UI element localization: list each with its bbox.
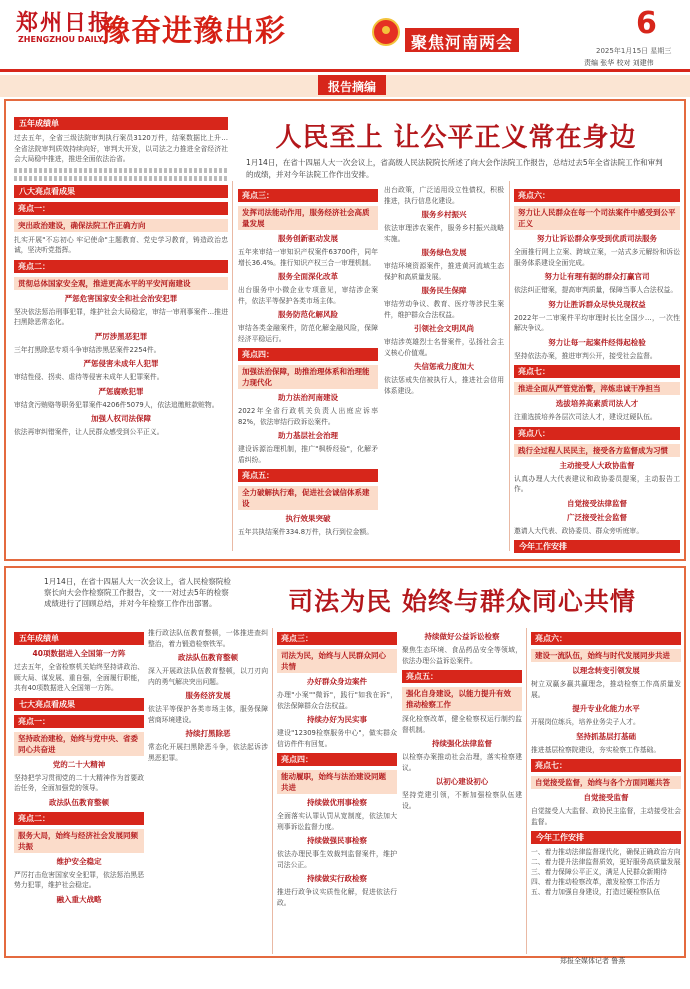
highlight-tag: 亮点一： [14, 202, 228, 215]
article-court-col1 [14, 113, 228, 553]
article-procuratorate-lead: 1月14日，在省十四届人大一次会议上，省人民检察院检察长向大会作检察院工作报告，文一一对过去5年的检察成绩进行了回顾总结，并对今年检察工作作出部署。 [44, 577, 231, 608]
subheading: 努力让人民群众在每一个司法案件中感受到公平正义 [514, 206, 680, 230]
subheading: 司法为民，始终与人民群众同心共情 [277, 649, 397, 673]
center-heading: 主动接受人大政协监督 [559, 460, 635, 470]
paragraph: 全面落实认罪认罚从宽制度，依法加大刑事诉讼监督力度。 [277, 812, 397, 831]
center-heading: 持续做优刑事检察 [307, 798, 367, 807]
paragraph: 五年共执结案件334.8万件，执行到位金额。 [238, 528, 374, 536]
paragraph: 认真办理人大代表建议和政协委员提案，主动报告工作。 [514, 474, 680, 493]
center-heading: 自觉接受监督 [583, 793, 629, 802]
paragraph: 坚决依法惩治刑事犯罪，维护社会大局稳定，审结一审刑事案件…推进扫黑除恶常态化。 [14, 307, 228, 326]
highlight-tag: 亮点六： [514, 189, 680, 202]
column-divider [272, 628, 273, 954]
paragraph: 常态化开展扫黑除恶斗争，依法起诉涉黑恶犯罪。 [148, 743, 268, 762]
section-banner: 豫奋进豫出彩 [100, 14, 286, 49]
paragraph: 深入开展政法队伍教育整顿，以刀刃向内的勇气解决突出问题。 [148, 667, 268, 686]
center-heading: 服务防范化解风险 [278, 310, 338, 319]
paragraph: 依法平等保护各类市场主体，服务保障营商环境建设。 [148, 705, 268, 724]
highlight-tag: 亮点三： [277, 632, 397, 645]
center-heading: 加强人权司法保障 [91, 414, 151, 423]
paragraph: 依法再审纠错案件，让人民群众感受到公平正义。 [14, 428, 164, 436]
label-highlights: 七大亮点看成果 [14, 698, 144, 711]
label-achievements: 五年成绩单 [14, 632, 144, 645]
subheading: 坚持政治建检，始终与党中央、省委同心共奋进 [14, 732, 144, 756]
highlight-tag: 亮点八： [514, 427, 680, 440]
plan-item: 四、着力推动检察改革，激发检察工作活力 [531, 878, 661, 886]
center-heading: 服务创新驱动发展 [278, 234, 338, 243]
center-heading: 服务乡村振兴 [421, 210, 467, 219]
paragraph: 出台服务中小微企业专项意见，审结涉企案件，依法平等保护各类市场主体。 [238, 286, 378, 305]
paragraph: 严厉打击危害国家安全犯罪，依法惩治黑恶势力犯罪，维护社会稳定。 [14, 870, 144, 889]
paragraph: 以检察办案推动社会治理，落实检察建议。 [402, 753, 522, 772]
center-heading: 执行效果突破 [285, 514, 331, 523]
paragraph: 推行政法队伍教育整顿，一体推进查纠整治，着力锻造检察铁军。 [148, 629, 268, 648]
center-heading: 党的二十大精神 [52, 759, 106, 769]
subheading: 自觉接受监督，始终与各个方面同题共答 [531, 776, 681, 789]
paragraph: 坚持依法办案，推进审判公开，接受社会监督。 [514, 351, 657, 360]
article-procuratorate [4, 566, 686, 958]
paragraph: 出台政策，广泛适用设立性债权，积极推进，执行信息化建设。 [384, 186, 504, 205]
paragraph: 建设诉源治理机制，推广"枫桥经验"，化解矛盾纠纷。 [238, 445, 378, 464]
center-heading: 服务全面深化改革 [278, 272, 338, 281]
center-heading: 坚持抓基层打基础 [576, 731, 636, 741]
center-heading: 政法队伍教育整顿 [178, 653, 238, 662]
center-heading: 严惩危害国家安全和社会治安犯罪 [64, 293, 178, 303]
paragraph: 审结环境资源案件，推进黄河流域生态保护和高质量发展。 [384, 262, 504, 281]
page-number: 6 [636, 6, 657, 41]
center-heading: 努力让每一起案件经得起检验 [548, 337, 646, 347]
paragraph: 审结涉英雄烈士名誉案件，弘扬社会主义核心价值观。 [384, 338, 504, 357]
center-heading: 努力让胜诉群众尽快兑现权益 [548, 299, 646, 309]
center-heading: 助力基层社会治理 [278, 431, 338, 440]
label-highlights: 八大亮点看成果 [14, 185, 228, 198]
text-line [14, 168, 228, 173]
article-court-headline: 人民至上 让公平正义常在身边 [275, 123, 637, 153]
center-heading: 广泛接受社会监督 [567, 512, 627, 522]
article-court [4, 99, 686, 561]
paragraph: 依法办理民事生效裁判监督案件，维护司法公正。 [277, 850, 397, 869]
center-heading: 严惩侵害未成年人犯罪 [83, 359, 159, 368]
highlight-tag: 亮点七： [514, 365, 680, 378]
highlight-tag: 亮点二： [14, 260, 228, 273]
masthead [0, 0, 690, 72]
center-heading: 选拔培养高素质司法人才 [555, 399, 639, 408]
paragraph: 推进行政争议实质性化解，促进依法行政。 [277, 888, 397, 907]
center-heading: 严厉涉黑恶犯罪 [94, 331, 148, 341]
paragraph: 全面推行网上立案、跨域立案，一站式多元解纷和诉讼服务体系建设全面完成。 [514, 248, 680, 267]
paragraph: 坚持把学习贯彻党的二十大精神作为首要政治任务，全面加强党的领导。 [14, 773, 144, 792]
plan-item: 三、着力保障公平正义，满足人民群众新期待 [531, 868, 667, 876]
article-court-lead: 1月14日，在省十四届人大一次会议上，省高级人民法院院长所述了向大会作法院工作报告，总结过去5年全省法院工作和审判的成绩，并对今年法院工作作出安排。 [246, 158, 663, 179]
label-achievements: 五年成绩单 [14, 117, 228, 130]
paragraph: 依法惩戒失信被执行人，推进社会信用体系建设。 [384, 376, 504, 395]
plan-item: 二、着力提升法律监督质效，更好服务高质量发展 [531, 858, 681, 866]
paragraph: 深化检察改革，健全检察权运行制约监督机制。 [402, 715, 522, 734]
article-procuratorate-col5 [531, 628, 681, 954]
paragraph: 注重选拔培养各层次司法人才，建设过硬队伍。 [514, 413, 657, 421]
center-heading: 40项数据进入全国第一方阵 [32, 649, 126, 658]
paragraph: 2022年一二审案件平均审理时长比全国少…，一次性解决争议。 [514, 313, 680, 332]
center-heading: 持续打黑除恶 [185, 729, 231, 738]
paragraph: 邀请人大代表、政协委员、群众旁听庭审。 [514, 526, 644, 535]
center-heading: 服务经济发展 [185, 691, 231, 700]
center-heading: 持续办好为民实事 [307, 715, 367, 724]
emblem-icon [372, 18, 400, 46]
column-divider [509, 181, 510, 551]
center-heading: 自觉接受法律监督 [567, 498, 627, 508]
paragraph: 五年来审结一审知识产权案件63700件，同年增长36.4%。推行知识产权三合一审理机制。 [238, 248, 378, 267]
center-heading: 失信惩戒力度加大 [414, 362, 474, 371]
paragraph: 审结各类金融案件，防范化解金融风险，保障经济平稳运行。 [238, 324, 378, 343]
center-heading: 以初心建设初心 [435, 777, 489, 786]
byline: 郑报全媒体记者 鲁燕 [560, 957, 626, 965]
subheading: 建设一流队伍，始终与时代发展同步共进 [531, 649, 681, 662]
highlight-tag: 亮点一： [14, 715, 144, 728]
paragraph: 审结贪污贿赂等职务犯罪案件4206件5079人，依法追缴赃款赃物。 [14, 400, 219, 409]
highlight-tag: 亮点四： [238, 348, 378, 361]
paragraph: 2022年全省行政机关负责人出庭应诉率82%，依法审结行政诉讼案件。 [238, 407, 378, 426]
subheading: 推进全面从严管党治警，淬炼忠诚干净担当 [514, 382, 680, 395]
paragraph: 聚焦生态环境、食品药品安全等领域，依法办理公益诉讼案件。 [402, 646, 522, 665]
subheading: 能动履职，始终与法治建设同题共进 [277, 770, 397, 794]
plan-item: 一、着力推动法律监督现代化，确保正确政治方向 [531, 848, 681, 856]
highlight-tag: 亮点六： [531, 632, 681, 645]
editor-line: 责编 张华 校对 刘建伟 [584, 59, 654, 67]
center-heading: 助力法治河南建设 [278, 393, 338, 402]
subheading: 服务大局，始终与经济社会发展同频共振 [14, 829, 144, 853]
subheading: 强化自身建设，以能力提升有效推动检察工作 [402, 687, 522, 711]
paragraph: 建设"12309检察服务中心"，做实群众信访件件有回复。 [277, 729, 397, 748]
highlight-tag: 亮点四： [277, 753, 397, 766]
report-tag: 报告摘编 [318, 75, 386, 95]
column-divider [526, 628, 527, 954]
center-heading: 严惩腐败犯罪 [98, 386, 144, 396]
paragraph: 坚持党建引领，不断加强检察队伍建设。 [402, 791, 522, 810]
paragraph: 过去五年，全省检察机关始终坚持讲政治、顾大局、谋发展、重自强，全面履行职能，共有40项数据进入全国第一方阵。 [14, 663, 144, 692]
subheading: 践行全过程人民民主，接受各方监督成为习惯 [514, 444, 680, 457]
paragraph: 依法审理涉农案件，服务乡村振兴战略实施。 [384, 224, 504, 243]
highlight-tag: 亮点五： [402, 670, 522, 683]
subheading: 发挥司法能动作用，服务经济社会高质量发展 [238, 206, 378, 230]
subheading: 加强法治保障，助推治理体系和治理能力现代化 [238, 365, 378, 389]
highlight-tag: 亮点三： [238, 189, 378, 202]
highlight-tag: 亮点五： [238, 469, 378, 482]
paragraph: 树立双赢多赢共赢理念，推动检察工作高质量发展。 [531, 680, 681, 699]
center-heading: 引领社会文明风尚 [414, 324, 474, 333]
center-heading: 努力让诉讼群众享受到优质司法服务 [537, 234, 657, 243]
paragraph: 依法纠正错案，提高审判质量，保障当事人合法权益。 [514, 286, 678, 294]
section-title: 聚焦河南两会 [405, 28, 519, 52]
label-plans: 今年工作安排 [531, 831, 681, 844]
label-plans: 今年工作安排 [514, 540, 680, 553]
newspaper-logo: 郑州日报 [16, 10, 113, 36]
newspaper-logo-en: ZHENGZHOU DAILY [18, 35, 104, 44]
text-line [14, 176, 228, 181]
plan-item: 五、着力加强自身建设，打造过硬检察队伍 [531, 888, 661, 896]
center-heading: 以理念转变引领发展 [572, 666, 640, 675]
paragraph: 开展岗位练兵，培养业务尖子人才。 [531, 718, 640, 726]
center-heading: 努力让有理有据的群众打赢官司 [544, 272, 650, 281]
subheading: 贯彻总体国家安全观，推进更高水平的平安河南建设 [14, 277, 228, 290]
paragraph: 自觉接受人大监督、政协民主监督，主动接受社会监督。 [531, 807, 681, 826]
center-heading: 融入重大战略 [56, 894, 102, 904]
center-heading: 提升专业化能力水平 [572, 704, 640, 713]
article-court-col3 [384, 185, 504, 553]
center-heading: 维护安全稳定 [56, 856, 102, 866]
article-procuratorate-col2 [148, 628, 268, 954]
paragraph: 审结性侵、拐卖、虐待等侵害未成年人犯罪案件。 [14, 373, 164, 381]
center-heading: 服务绿色发展 [421, 248, 467, 257]
paragraph: 三年打黑除恶专项斗争审结涉黑恶案件2254件。 [14, 345, 161, 354]
center-heading: 服务民生保障 [421, 286, 467, 295]
paragraph: 办理"小案""微诉"，践行"如我在诉"，依法保障群众合法权益。 [277, 691, 397, 710]
center-heading: 持续做好公益诉讼检察 [424, 632, 500, 641]
article-procuratorate-col1 [14, 628, 144, 954]
subheading: 突出政治建设，确保法院工作正确方向 [14, 219, 228, 232]
paragraph: 扎实开展"不忘初心 牢记使命"主题教育、党史学习教育，铸造政治忠诚，坚决听党指挥。 [14, 235, 228, 254]
paragraph: 推进基层检察院建设，夯实检察工作基础。 [531, 745, 661, 754]
column-divider [232, 181, 233, 551]
subheading: 全力破解执行难，促进社会诚信体系建设 [238, 486, 378, 510]
center-heading: 持续强化法律监督 [432, 739, 492, 748]
center-heading: 持续做实行政检察 [307, 874, 367, 883]
center-heading: 政法队伍教育整顿 [49, 797, 109, 807]
paragraph: 审结劳动争议、教育、医疗等涉民生案件，维护群众合法权益。 [384, 300, 504, 319]
highlight-tag: 亮点二： [14, 812, 144, 825]
article-procuratorate-headline: 司法为民 始终与群众同心共情 [288, 587, 636, 616]
article-court-col2 [238, 185, 378, 553]
highlight-tag: 亮点七： [531, 759, 681, 772]
article-court-col4 [514, 185, 680, 555]
center-heading: 办好群众身边案件 [307, 677, 367, 686]
center-heading: 持续做强民事检察 [307, 836, 367, 845]
issue-date: 2025年1月15日 星期三 [596, 47, 672, 55]
article-procuratorate-col3 [277, 628, 397, 954]
paragraph: 过去五年，全省三级法院审判执行案员3120万件，结案数据比上升…全省法院审判质效持续向好，审判大开发，以司法之力推进全省经济社会大局稳中推进，推进全面依法治省。 [14, 134, 228, 163]
article-procuratorate-col4 [402, 628, 522, 954]
